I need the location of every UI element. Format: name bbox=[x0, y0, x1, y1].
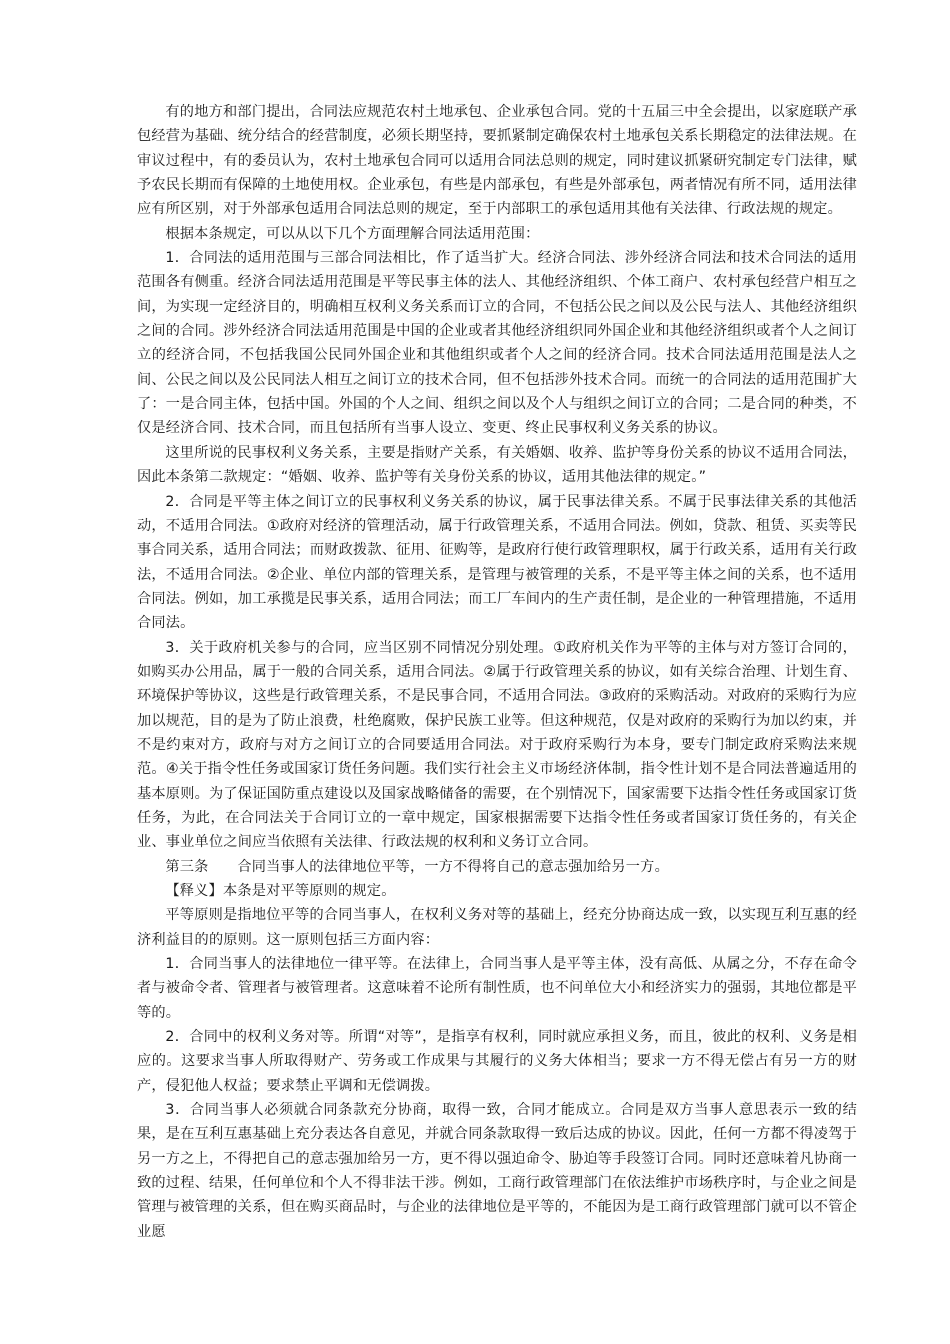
paragraph-scope-point-3: 3．关于政府机关参与的合同，应当区别不同情况分别处理。①政府机关作为平等的主体与对方签订合同的，如购买办公用品，属于一般的合同关系，适用合同法。②属于行政管理关系的协议，如有关综合治理、计划生育、环境保护等协议，这些是行政管理关系，不是民事合同，不适用合同法。③政府的采购活动。对政府的采购行为应加以规范，目的是为了防止浪费，杜绝腐败，保护民族工业等。但这种规范，仅是对政府的采购行为加以约束，并不是约束对方，政府与对方之间订立的合同要适用合同法。对于政府采购行为本身，要专门制定政府采购法来规范。④关于指令性任务或国家订货任务问题。我们实行社会主义市场经济体制，指令性计划不是合同法普遍适用的基本原则。为了保证国防重点建设以及国家战略储备的需要，在个别情况下，国家需要下达指令性任务或国家订货任务，为此，在合同法关于合同订立的一章中规定，国家根据需要下达指令性任务或者国家订货任务的，有关企业、事业单位之间应当依照有关法律、行政法规的权利和义务订立合同。 bbox=[137, 639, 857, 851]
paragraph-equality-point-1: 1．合同当事人的法律地位一律平等。在法律上，合同当事人是平等主体，没有高低、从属之分，不存在命令者与被命令者、管理者与被管理者。这意味着不论所有制性质，也不问单位大小和经济实力的强弱，其地位都是平等的。 bbox=[137, 956, 857, 1021]
paragraph-land-contracting: 有的地方和部门提出，合同法应规范农村土地承包、企业承包合同。党的十五届三中全会提出，以家庭联产承包经营为基础、统分结合的经营制度，必须长期坚持，要抓紧制定确保农村土地承包关系长期稳定的法律法规。在审议过程中，有的委员认为，农村土地承包合同可以适用合同法总则的规定，同时建议抓紧研究制定专门法律，赋予农民长期而有保障的土地使用权。企业承包，有些是内部承包，有些是外部承包，两者情况有所不同，适用法律应有所区别，对于外部承包适用合同法总则的规定，至于内部职工的承包适用其他有关法律、行政法规的规定。 bbox=[137, 104, 857, 218]
paragraph-equality-point-2: 2．合同中的权利义务对等。所谓“对等”，是指享有权利，同时就应承担义务，而且，彼此的权利、义务是相应的。这要求当事人所取得财产、劳务或工作成果与其履行的义务大体相当；要求一方不得无偿占有另一方的财产，侵犯他人权益；要求禁止平调和无偿调拨。 bbox=[137, 1029, 857, 1094]
paragraph-equality-point-3: 3．合同当事人必须就合同条款充分协商，取得一致，合同才能成立。合同是双方当事人意思表示一致的结果，是在互利互惠基础上充分表达各自意见，并就合同条款取得一致后达成的协议。因此，任何一方都不得凌驾于另一方之上，不得把自己的意志强加给另一方，更不得以强迫命令、胁迫等手段签订合同。同时还意味着凡协商一致的过程、结果，任何单位和个人不得非法干涉。例如，工商行政管理部门在依法维护市场秩序时，与企业之间是管理与被管理的关系，但在购买商品时，与企业的法律地位是平等的，不能因为是工商行政管理部门就可以不管企业愿 bbox=[137, 1102, 857, 1240]
article-three-heading: 第三条 合同当事人的法律地位平等，一方不得将自己的意志强加给另一方。 bbox=[165, 858, 669, 875]
article-three-interpretation: 【释义】本条是对平等原则的规定。 bbox=[165, 883, 396, 899]
document-page bbox=[137, 100, 857, 1244]
paragraph-scope-intro: 根据本条规定，可以从以下几个方面理解合同法适用范围： bbox=[165, 225, 540, 242]
paragraph-scope-point-1: 1．合同法的适用范围与三部合同法相比，作了适当扩大。经济合同法、涉外经济合同法和技术合同法的适用范围各有侧重。经济合同法适用范围是平等民事主体的法人、其他经济组织、个体工商户、农村承包经营户相互之间，为实现一定经济目的，明确相互权利义务关系而订立的合同，不包括公民之间以及公民与法人、其他经济组织之间的合同。涉外经济合同法适用范围是中国的企业或者其他经济组织同外国企业和其他经济组织或者个人之间订立的经济合同，不包括我国公民同外国企业和其他组织或者个人之间的经济合同。技术合同法适用范围是法人之间、公民之间以及公民同法人相互之间订立的技术合同，但不包括涉外技术合同。而统一的合同法的适用范围扩大了：一是合同主体，包括中国。外国的个人之间、组织之间以及个人与组织之间订立的合同；二是合同的种类，不仅是经济合同、技术合同，而且包括所有当事人设立、变更、终止民事权利义务关系的协议。 bbox=[137, 250, 857, 437]
paragraph-equality-principle: 平等原则是指地位平等的合同当事人，在权利义务对等的基础上，经充分协商达成一致，以实现互利互惠的经济利益目的的原则。这一原则包括三方面内容： bbox=[137, 907, 857, 948]
paragraph-scope-point-2: 2．合同是平等主体之间订立的民事权利义务关系的协议，属于民事法律关系。不属于民事法律关系的其他活动，不适用合同法。①政府对经济的管理活动，属于行政管理关系，不适用合同法。例如，贷款、租赁、买卖等民事合同关系，适用合同法；而财政拨款、征用、征购等，是政府行使行政管理职权，属于行政关系，适用有关行政法，不适用合同法。②企业、单位内部的管理关系，是管理与被管理的关系，不是平等主体之间的关系，也不适用合同法。例如，加工承揽是民事关系，适用合同法；而工厂车间内的生产责任制，是企业的一种管理措施，不适用合同法。 bbox=[137, 493, 857, 632]
paragraph-civil-relations: 这里所说的民事权利义务关系，主要是指财产关系，有关婚姻、收养、监护等身份关系的协议不适用合同法，因此本条第二款规定：“婚姻、收养、监护等有关身份关系的协议，适用其他法律的规定。” bbox=[137, 444, 857, 486]
